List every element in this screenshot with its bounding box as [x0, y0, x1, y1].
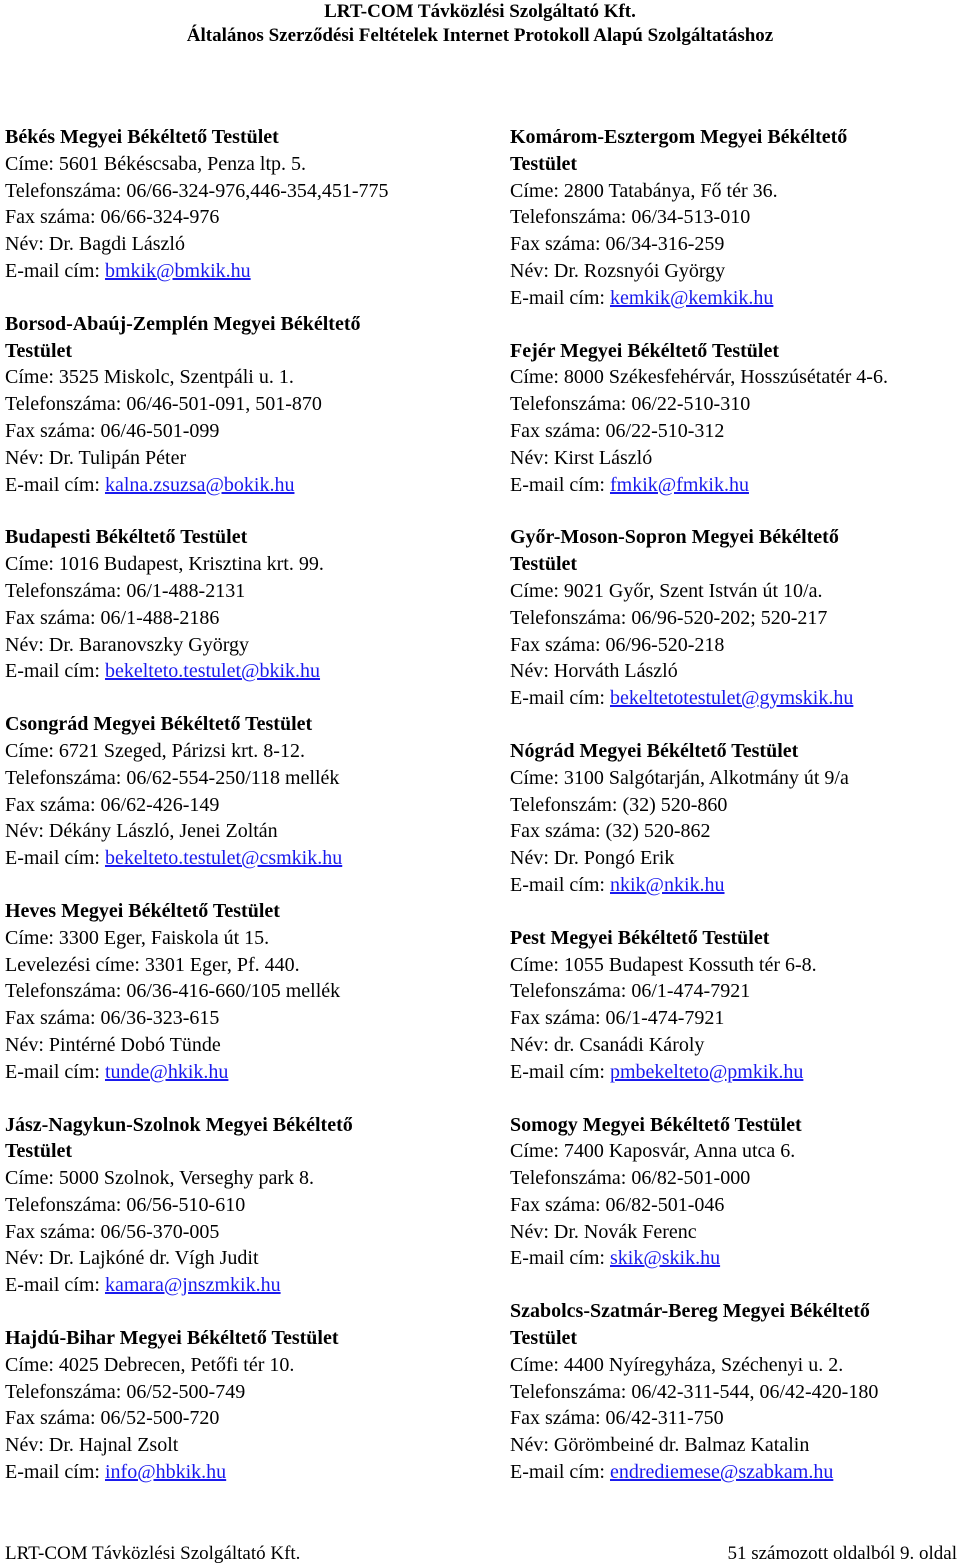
email-link[interactable]: tunde@hkik.hu: [104, 1060, 229, 1083]
entry-email-line: [5, 1459, 475, 1486]
entry-title: Nógrád Megyei Békéltető Testület: [510, 739, 799, 762]
entry-detail-line: Címe: 4400 Nyíregyháza, Széchenyi u. 2.: [510, 1353, 844, 1376]
tribunal-entry: [510, 925, 955, 1086]
entry-title: Budapesti Békéltető Testület: [5, 526, 248, 549]
entry-title: Testület: [510, 1327, 578, 1350]
entry-title: Testület: [5, 339, 73, 362]
entry-detail-line: Név: Dr. Rozsnyói György: [510, 259, 726, 282]
tribunal-entry: [5, 524, 475, 685]
entry-detail-line: Fax száma: 06/1-474-7921: [510, 1007, 725, 1030]
email-label: E-mail cím:: [510, 687, 610, 710]
entry-detail-line: Név: Kirst László: [510, 446, 653, 469]
entry-title: Testület: [5, 1140, 73, 1163]
email-link[interactable]: skik@skik.hu: [609, 1247, 721, 1270]
entry-detail-line: Címe: 3525 Miskolc, Szentpáli u. 1.: [5, 366, 294, 389]
entry-title: Jász-Nagykun-Szolnok Megyei Békéltető: [5, 1113, 353, 1136]
entry-detail-line: Név: Dr. Novák Ferenc: [510, 1220, 697, 1243]
tribunal-entry: [510, 524, 955, 712]
entry-detail-line: Név: Dr. Baranovszky György: [5, 633, 250, 656]
entry-detail-line: Név: Horváth László: [510, 660, 678, 683]
entry-detail-line: Címe: 5601 Békéscsaba, Penza ltp. 5.: [5, 152, 307, 175]
entry-detail-line: Fax száma: 06/42-311-750: [510, 1407, 724, 1430]
entry-detail-line: Név: Dr. Tulipán Péter: [5, 446, 187, 469]
tribunal-entry: [5, 311, 475, 499]
email-link[interactable]: endrediemese@szabkam.hu: [609, 1461, 834, 1484]
entry-detail-line: Címe: 4025 Debrecen, Petőfi tér 10.: [5, 1353, 295, 1376]
email-link[interactable]: kalna.zsuzsa@bokik.hu: [104, 473, 295, 496]
entry-title: Győr-Moson-Sopron Megyei Békéltető: [510, 526, 839, 549]
entry-detail-line: Telefonszáma: 06/36-416-660/105 mellék: [5, 980, 341, 1003]
entry-detail-line: Fax száma: 06/52-500-720: [5, 1407, 220, 1430]
footer-page-number: 51 számozott oldalból 9. oldal: [727, 1543, 957, 1564]
entry-detail-line: Fax száma: 06/36-323-615: [5, 1007, 220, 1030]
entry-detail-line: Fax száma: 06/22-510-312: [510, 419, 725, 442]
entry-detail-line: Telefonszáma: 06/56-510-610: [5, 1193, 246, 1216]
entry-email-line: [510, 685, 955, 712]
entry-email-line: [510, 285, 955, 312]
email-link[interactable]: bmkik@bmkik.hu: [104, 259, 251, 282]
entry-detail-line: Név: Dr. Lajkóné dr. Vígh Judit: [5, 1247, 259, 1270]
entry-detail-line: Címe: 3100 Salgótarján, Alkotmány út 9/a: [510, 766, 849, 789]
header-company: LRT-COM Távközlési Szolgáltató Kft.: [324, 1, 636, 22]
entry-title: Szabolcs-Szatmár-Bereg Megyei Békéltető: [510, 1300, 870, 1323]
tribunal-entry: [5, 898, 475, 1086]
entry-detail-line: Címe: 7400 Kaposvár, Anna utca 6.: [510, 1140, 796, 1163]
email-label: E-mail cím:: [510, 286, 610, 309]
entry-email-line: [5, 1059, 475, 1086]
email-label: E-mail cím:: [5, 1060, 105, 1083]
email-label: E-mail cím:: [5, 847, 105, 870]
tribunal-entry: [5, 124, 475, 285]
page-header: [0, 0, 960, 48]
entry-detail-line: Címe: 5000 Szolnok, Verseghy park 8.: [5, 1167, 315, 1190]
footer-company: LRT-COM Távközlési Szolgáltató Kft.: [5, 1543, 301, 1564]
email-label: E-mail cím:: [510, 1060, 610, 1083]
entry-detail-line: Címe: 2800 Tatabánya, Fő tér 36.: [510, 179, 778, 202]
entry-email-line: [510, 872, 955, 899]
entry-detail-line: Fax száma: (32) 520-862: [510, 820, 711, 843]
entry-detail-line: Címe: 9021 Győr, Szent István út 10/a.: [510, 579, 823, 602]
entry-detail-line: Fax száma: 06/34-316-259: [510, 233, 725, 256]
email-label: E-mail cím:: [510, 1461, 610, 1484]
entry-email-line: [5, 845, 475, 872]
email-link[interactable]: kamara@jnszmkik.hu: [104, 1274, 281, 1297]
entry-detail-line: Telefonszám: (32) 520-860: [510, 793, 728, 816]
entry-title: Pest Megyei Békéltető Testület: [510, 926, 770, 949]
entry-email-line: [510, 1059, 955, 1086]
entry-email-line: [5, 658, 475, 685]
entry-detail-line: Fax száma: 06/56-370-005: [5, 1220, 220, 1243]
entry-detail-line: Fax száma: 06/66-324-976: [5, 206, 220, 229]
email-label: E-mail cím:: [5, 473, 105, 496]
entry-detail-line: Telefonszáma: 06/42-311-544, 06/42-420-180: [510, 1380, 879, 1403]
email-label: E-mail cím:: [510, 473, 610, 496]
header-document-title: Általános Szerződési Feltételek Internet Protokoll Alapú Szolgáltatáshoz: [186, 25, 774, 46]
tribunal-entry: [510, 738, 955, 899]
entry-detail-line: Fax száma: 06/1-488-2186: [5, 606, 220, 629]
email-label: E-mail cím:: [510, 873, 610, 896]
entry-detail-line: Fax száma: 06/46-501-099: [5, 419, 220, 442]
tribunal-entry: [5, 1325, 475, 1486]
entry-title: Testület: [510, 152, 578, 175]
entry-title: Borsod-Abaúj-Zemplén Megyei Békéltető: [5, 312, 361, 335]
entry-title: Fejér Megyei Békéltető Testület: [510, 339, 779, 362]
email-link[interactable]: info@hbkik.hu: [104, 1461, 227, 1484]
tribunal-entry: [5, 711, 475, 872]
entry-detail-line: Fax száma: 06/62-426-149: [5, 793, 220, 816]
tribunal-entry: [510, 1112, 955, 1273]
email-label: E-mail cím:: [5, 1461, 105, 1484]
entry-title: Hajdú-Bihar Megyei Békéltető Testület: [5, 1327, 339, 1350]
entry-detail-line: Telefonszáma: 06/46-501-091, 501-870: [5, 393, 322, 416]
right-column: [510, 124, 955, 1512]
entry-title: Komárom-Esztergom Megyei Békéltető: [510, 126, 848, 148]
entry-title: Somogy Megyei Békéltető Testület: [510, 1113, 802, 1136]
entry-detail-line: Telefonszáma: 06/34-513-010: [510, 206, 751, 229]
entry-email-line: [5, 1272, 475, 1299]
entry-detail-line: Levelezési címe: 3301 Eger, Pf. 440.: [5, 953, 300, 976]
entry-detail-line: Fax száma: 06/96-520-218: [510, 633, 725, 656]
entry-detail-line: Név: Dr. Hajnal Zsolt: [5, 1434, 179, 1457]
entry-email-line: [510, 1245, 955, 1272]
entry-detail-line: Telefonszáma: 06/96-520-202; 520-217: [510, 606, 828, 629]
entry-title: Csongrád Megyei Békéltető Testület: [5, 713, 313, 736]
entry-detail-line: Címe: 1055 Budapest Kossuth tér 6-8.: [510, 953, 817, 976]
entry-title: Heves Megyei Békéltető Testület: [5, 899, 280, 922]
email-link[interactable]: bekelteto.testulet@csmkik.hu: [104, 847, 343, 870]
entry-email-line: [510, 472, 955, 499]
email-label: E-mail cím:: [5, 1274, 105, 1297]
tribunal-entry: [510, 124, 955, 312]
entry-detail-line: Telefonszáma: 06/22-510-310: [510, 393, 751, 416]
entry-email-line: [5, 258, 475, 285]
email-link[interactable]: nkik@nkik.hu: [609, 873, 725, 896]
entry-email-line: [5, 472, 475, 499]
entry-detail-line: Telefonszáma: 06/52-500-749: [5, 1380, 246, 1403]
entry-detail-line: Név: Dr. Bagdi László: [5, 233, 185, 256]
email-label: E-mail cím:: [5, 660, 105, 683]
left-column: [5, 124, 475, 1512]
entry-detail-line: Telefonszáma: 06/62-554-250/118 mellék: [5, 766, 340, 789]
entry-detail-line: Címe: 3300 Eger, Faiskola út 15.: [5, 926, 270, 949]
entry-title: Békés Megyei Békéltető Testület: [5, 126, 279, 148]
page-footer: [0, 1543, 960, 1567]
entry-detail-line: Név: Görömbeiné dr. Balmaz Katalin: [510, 1434, 810, 1457]
entry-detail-line: Telefonszáma: 06/82-501-000: [510, 1167, 751, 1190]
entry-detail-line: Név: dr. Csanádi Károly: [510, 1033, 705, 1056]
tribunal-entry: [5, 1112, 475, 1300]
entry-detail-line: Telefonszáma: 06/66-324-976,446-354,451-775: [5, 179, 389, 202]
entry-detail-line: Telefonszáma: 06/1-488-2131: [5, 579, 246, 602]
entry-detail-line: Címe: 8000 Székesfehérvár, Hosszúsétatér 4-6.: [510, 366, 888, 389]
entry-detail-line: Címe: 1016 Budapest, Krisztina krt. 99.: [5, 553, 324, 576]
email-link[interactable]: bekeltetotestulet@gymskik.hu: [609, 687, 854, 710]
entry-title: Testület: [510, 553, 578, 576]
email-link[interactable]: fmkik@fmkik.hu: [609, 473, 749, 496]
email-link[interactable]: bekelteto.testulet@bkik.hu: [104, 660, 321, 683]
entry-email-line: [510, 1459, 955, 1486]
entry-detail-line: Fax száma: 06/82-501-046: [510, 1193, 725, 1216]
entry-detail-line: Név: Pintérné Dobó Tünde: [5, 1033, 221, 1056]
entry-detail-line: Név: Dr. Pongó Erik: [510, 847, 675, 870]
entry-detail-line: Címe: 6721 Szeged, Párizsi krt. 8-12.: [5, 739, 305, 762]
entry-detail-line: Név: Dékány László, Jenei Zoltán: [5, 820, 278, 843]
entry-detail-line: Telefonszáma: 06/1-474-7921: [510, 980, 751, 1003]
tribunal-entry: [510, 338, 955, 499]
tribunal-entry: [510, 1298, 955, 1486]
email-link[interactable]: pmbekelteto@pmkik.hu: [609, 1060, 804, 1083]
email-label: E-mail cím:: [510, 1247, 610, 1270]
email-link[interactable]: kemkik@kemkik.hu: [609, 286, 774, 309]
email-label: E-mail cím:: [5, 259, 105, 282]
